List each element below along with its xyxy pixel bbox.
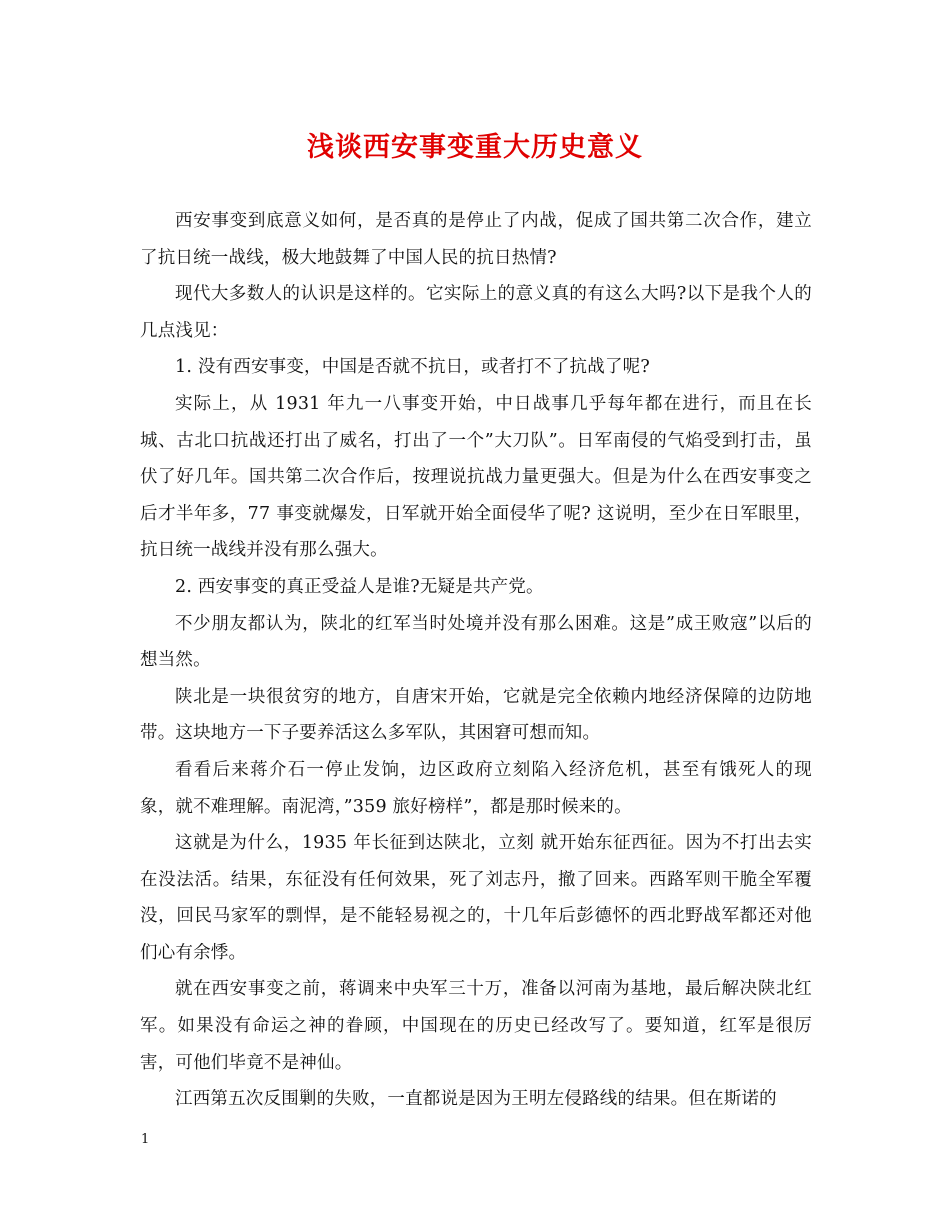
paragraph-shaanbei: 陕北是一块很贫穷的地方，自唐宋开始，它就是完全依赖内地经济保障的边防地带。这块地方一下子要养活这么多军队，其困窘可想而知。 — [140, 686, 812, 744]
page-number: 1 — [141, 1132, 150, 1147]
paragraph-intro: 西安事变到底意义如何，是否真的是停止了内战，促成了国共第二次合作，建立了抗日统一战线，极大地鼓舞了中国人民的抗日热情? — [140, 211, 812, 268]
paragraph-economy: 看看后来蒋介石一停止发饷，边区政府立刻陷入经济危机，甚至有饿死人的现象，就不难理解。南泥湾，”359 旅好榜样”，都是那时候来的。 — [140, 759, 812, 817]
paragraph-point-2: 2. 西安事变的真正受益人是谁?无疑是共产党。 — [175, 576, 544, 597]
paragraph-expeditions: 这就是为什么，1935 年长征到达陕北，立刻 就开始东征西征。因为不打出去实在没法活。结果，东征没有任何效果，死了刘志丹，撤了回来。西路军则干脆全军覆没，回民马家军的剽悍，是不能轻易视之的，十几年后彭德怀的西北野战军都还对他们心有余悸。 — [140, 833, 812, 963]
paragraph-point-1-detail: 实际上，从 1931 年九一八事变开始，中日战事几乎每年都在进行，而且在长城、古北口抗战还打出了威名，打出了一个”大刀队”。日军南侵的气焰受到打击，虽伏了好几年。国共第二次合作后，按理说抗战力量更强大。但是为什么在西安事变之后才半年多，77 事变就爆发，日军就开始全面侵华了呢? 这说明，至少在日军眼里，抗日统一战线并没有那么强大。 — [140, 393, 812, 561]
paragraph-jiangxi: 江西第五次反围剿的失败，一直都说是因为王明左侵路线的结果。但在斯诺的 — [175, 1089, 777, 1110]
document-body — [140, 203, 812, 1118]
paragraph-view: 现代大多数人的认识是这样的。它实际上的意义真的有这么大吗?以下是我个人的几点浅见： — [140, 284, 812, 341]
document-title: 浅谈西安事变重大历史意义 — [307, 132, 643, 163]
paragraph-central-army: 就在西安事变之前，蒋调来中央军三十万，准备以河南为基地，最后解决陕北红军。如果没有命运之神的眷顾，中国现在的历史已经改写了。要知道，红军是很厉害，可他们毕竟不是神仙。 — [140, 979, 812, 1073]
paragraph-point-1: 1. 没有西安事变，中国是否就不抗日，或者打不了抗战了呢? — [175, 357, 650, 378]
paragraph-red-army: 不少朋友都认为，陕北的红军当时处境并没有那么困难。这是”成王败寇”以后的想当然。 — [140, 613, 812, 671]
